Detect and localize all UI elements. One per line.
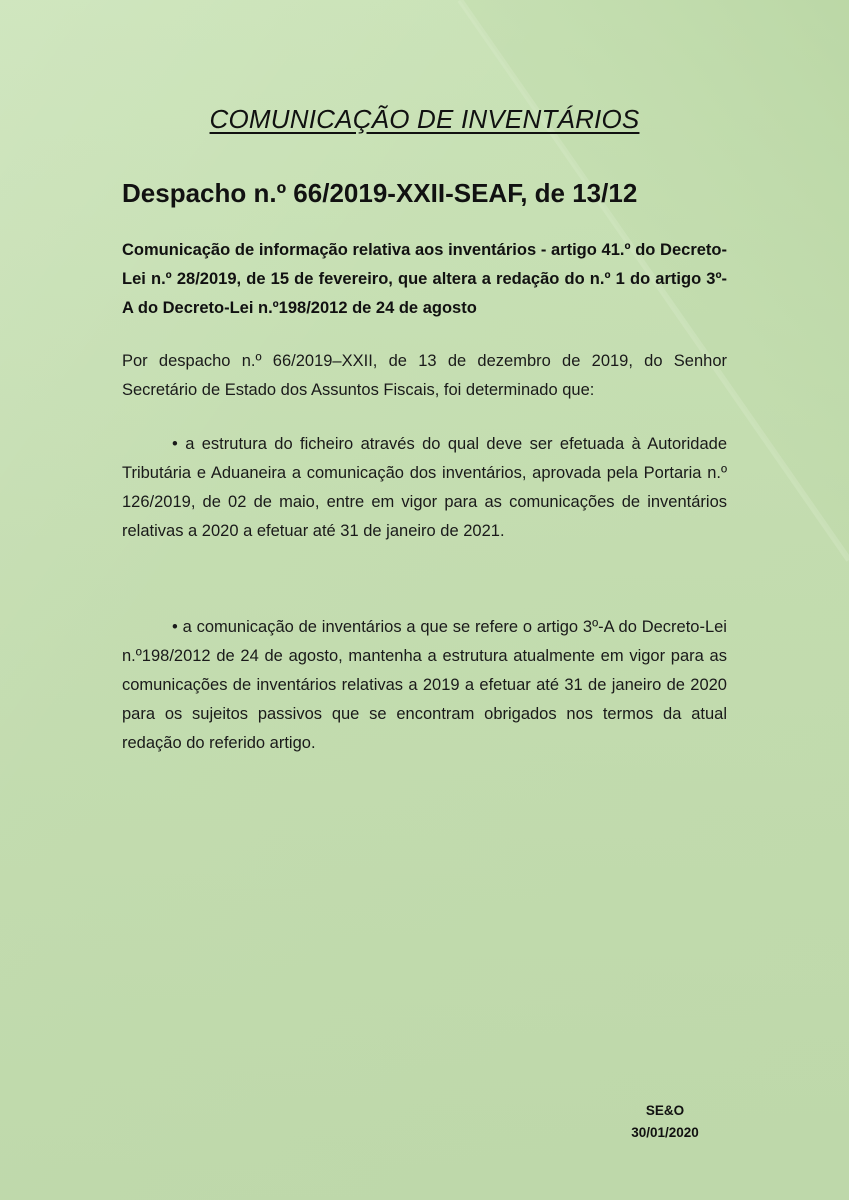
bullet-paragraph-2	[122, 613, 727, 758]
bullet-icon: •	[172, 435, 178, 453]
bullet-text: a estrutura do ficheiro através do qual deve ser efetuada à Autoridade Tributária e Aduaneira a comunicação dos inventários, aprovada pela Portaria n.º 126/2019, de 02 de maio, entre em vigor para as comunicações de inventários relativas a 2020 a efetuar até 31 de janeiro de 2021.	[122, 435, 728, 540]
footer-org: SE&O	[645, 1103, 685, 1118]
footer-date: 30/01/2020	[631, 1125, 699, 1140]
bullet-paragraph-1	[122, 430, 727, 546]
bullet-icon: •	[172, 618, 178, 636]
subtitle-paragraph: Comunicação de informação relativa aos inventários - artigo 41.º do Decreto-Lei n.º 28/2019, de 15 de fevereiro, que altera a redação do n.º 1 do artigo 3º-A do Decreto-Lei n.º198/2012 de 24 de agosto	[122, 241, 727, 317]
footer-signature	[600, 1100, 730, 1144]
despacho-heading: Despacho n.º 66/2019-XXII-SEAF, de 13/12	[122, 178, 638, 208]
page-title: COMUNICAÇÃO DE INVENTÁRIOS	[209, 104, 640, 134]
intro-paragraph: Por despacho n.º 66/2019–XXII, de 13 de dezembro de 2019, do Senhor Secretário de Estado dos Assuntos Fiscais, foi determinado que:	[122, 352, 727, 399]
bullet-text: a comunicação de inventários a que se refere o artigo 3º-A do Decreto-Lei n.º198/2012 de 24 de agosto, mantenha a estrutura atualmente em vigor para as comunicações de inventários relativas a 2019 a efetuar até 31 de janeiro de 2020 para os sujeitos passivos que se encontram obrigados nos termos da atual redação do referido artigo.	[122, 618, 727, 752]
